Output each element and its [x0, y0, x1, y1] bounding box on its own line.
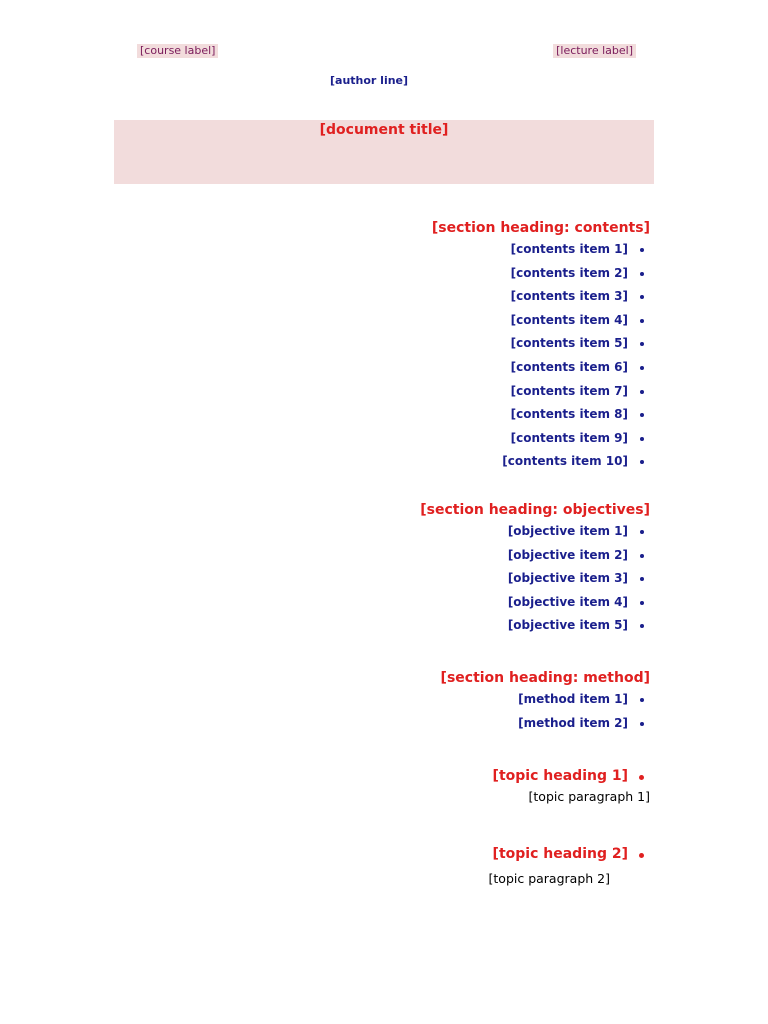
bullet-icon	[640, 248, 644, 252]
bullet-icon	[640, 413, 644, 417]
bullet-icon	[640, 272, 644, 276]
list-item: [method item 1]	[190, 688, 650, 712]
list-item: [objective item 3]	[190, 567, 650, 591]
bullet-icon	[639, 853, 644, 858]
topic-advantages-paragraph: [topic paragraph 2]	[488, 871, 610, 886]
bullet-icon	[640, 460, 644, 464]
list-item: [contents item 7]	[190, 380, 650, 404]
lecture-label: [lecture label]	[553, 44, 636, 58]
bullet-icon	[640, 342, 644, 346]
author-line: [author line]	[330, 74, 409, 87]
bullet-icon	[640, 698, 644, 702]
page-title: [document title]	[319, 122, 449, 138]
topic-when-heading-block	[170, 766, 650, 786]
list-item: [objective item 1]	[190, 520, 650, 544]
list-item: [contents item 4]	[190, 309, 650, 333]
list-item: [contents item 9]	[190, 427, 650, 451]
objectives-section	[190, 500, 650, 638]
bullet-icon	[640, 577, 644, 581]
topic-when-paragraph: [topic paragraph 1]	[528, 789, 650, 804]
method-heading: [section heading: method]	[440, 670, 650, 686]
list-item: [contents item 6]	[190, 356, 650, 380]
method-list	[190, 688, 650, 735]
method-section	[190, 668, 650, 735]
list-item: [contents item 10]	[190, 450, 650, 474]
bullet-icon	[640, 624, 644, 628]
bullet-icon	[640, 530, 644, 534]
bullet-icon	[640, 601, 644, 605]
bullet-icon	[640, 390, 644, 394]
list-item: [contents item 3]	[190, 285, 650, 309]
topic-advantages-heading: [topic heading 2]	[170, 844, 650, 864]
bullet-icon	[639, 775, 644, 780]
topic-advantages-heading-block	[170, 844, 650, 864]
list-item: [objective item 2]	[190, 544, 650, 568]
list-item: [contents item 1]	[190, 238, 650, 262]
bullet-icon	[640, 366, 644, 370]
objectives-list	[190, 520, 650, 638]
bullet-icon	[640, 295, 644, 299]
bullet-icon	[640, 554, 644, 558]
bullet-icon	[640, 437, 644, 441]
bullet-icon	[640, 319, 644, 323]
list-item: [objective item 5]	[190, 614, 650, 638]
course-label: [course label]	[137, 44, 218, 58]
contents-heading: [section heading: contents]	[431, 220, 650, 236]
list-item: [method item 2]	[190, 712, 650, 736]
contents-section	[190, 218, 650, 474]
bullet-icon	[640, 722, 644, 726]
list-item: [contents item 2]	[190, 262, 650, 286]
title-box	[114, 120, 654, 184]
topic-when-heading: [topic heading 1]	[170, 766, 650, 786]
list-item: [contents item 8]	[190, 403, 650, 427]
list-item: [objective item 4]	[190, 591, 650, 615]
contents-list	[190, 238, 650, 474]
objectives-heading: [section heading: objectives]	[420, 502, 650, 518]
list-item: [contents item 5]	[190, 332, 650, 356]
